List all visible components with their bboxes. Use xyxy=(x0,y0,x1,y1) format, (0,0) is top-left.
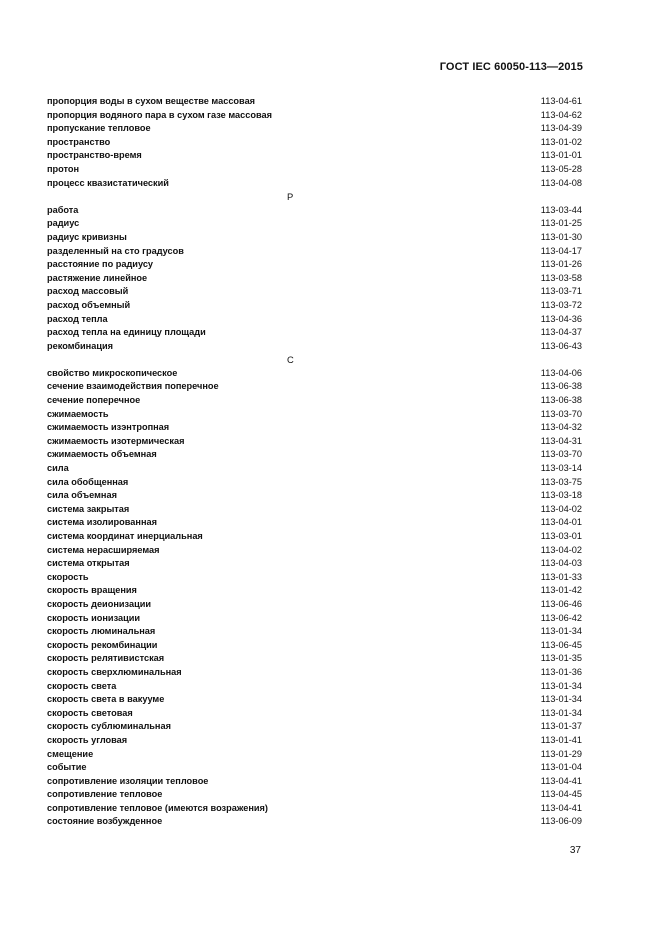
section-letter: С xyxy=(287,354,294,366)
entry-code: 113-06-42 xyxy=(540,612,582,623)
entry-term: скорость световая xyxy=(47,707,133,718)
entry-code: 113-03-44 xyxy=(540,204,582,215)
index-entry xyxy=(47,720,582,734)
entry-term: радиус кривизны xyxy=(47,231,127,242)
index-entry xyxy=(47,177,582,191)
entry-term: состояние возбужденное xyxy=(47,816,163,827)
index-entry xyxy=(47,340,582,354)
entry-term: пропорция воды в сухом веществе массовая xyxy=(47,96,256,106)
entry-code: 113-03-75 xyxy=(540,476,582,487)
index-entry xyxy=(47,313,582,327)
entry-term: расход объемный xyxy=(47,299,131,310)
index-entry xyxy=(47,462,582,476)
index-entry xyxy=(47,258,582,272)
entry-code: 113-03-70 xyxy=(540,449,582,460)
entry-term: скорость деионизации xyxy=(47,598,152,609)
entry-code: 113-04-61 xyxy=(540,96,582,106)
entry-code: 113-04-45 xyxy=(540,789,582,800)
index-entry xyxy=(47,394,582,408)
entry-term: процесс квазистатический xyxy=(47,177,169,188)
index-entry xyxy=(47,163,582,177)
entry-code: 113-04-01 xyxy=(540,517,582,528)
entry-code: 113-04-41 xyxy=(540,802,582,813)
entry-code: 113-05-28 xyxy=(540,163,582,174)
entry-code: 113-03-01 xyxy=(540,531,582,541)
entry-code: 113-04-62 xyxy=(540,109,582,120)
entry-code: 113-01-33 xyxy=(540,571,582,582)
entry-term: пропускание тепловое xyxy=(47,123,151,134)
index-entry xyxy=(47,122,582,136)
entry-term: сжимаемость изотермическая xyxy=(47,435,185,446)
entry-code: 113-04-41 xyxy=(540,775,582,786)
entry-term: пространство-время xyxy=(47,150,142,161)
entry-code: 113-04-02 xyxy=(540,544,582,555)
index-entry xyxy=(47,136,582,150)
entry-code: 113-06-38 xyxy=(540,381,582,392)
entry-term: скорость сублюминальная xyxy=(47,721,171,732)
entry-term: свойство микроскопическое xyxy=(47,367,178,378)
entry-term: событие xyxy=(47,762,87,773)
entry-term: сила объемная xyxy=(47,490,117,501)
entry-code: 113-01-37 xyxy=(540,721,582,732)
entry-code: 113-03-14 xyxy=(540,463,582,474)
index-entry xyxy=(47,707,582,721)
entry-code: 113-03-72 xyxy=(540,299,582,310)
entry-code: 113-01-35 xyxy=(540,653,582,664)
entry-code: 113-04-31 xyxy=(540,435,582,446)
index-entry xyxy=(47,639,582,653)
index-entry xyxy=(47,503,582,517)
entry-code: 113-01-36 xyxy=(540,666,582,677)
entry-term: скорость xyxy=(47,571,89,582)
entry-term: сила обобщенная xyxy=(47,476,129,487)
entry-term: скорость вращения xyxy=(47,585,137,596)
entry-term: работа xyxy=(47,204,79,215)
index-entry xyxy=(47,571,582,585)
entry-term: разделенный на сто градусов xyxy=(47,245,184,256)
entry-code: 113-01-34 xyxy=(540,707,582,718)
entry-code: 113-01-34 xyxy=(540,680,582,691)
entry-term: скорость релятивистская xyxy=(47,653,165,664)
entry-term: расход тепла xyxy=(47,313,108,324)
entry-term: смещение xyxy=(47,748,94,759)
entry-term: расход тепла на единицу площади xyxy=(47,327,206,338)
section-letter-row xyxy=(47,190,582,204)
entry-term: скорость света xyxy=(47,680,117,691)
entry-term: растяжение линейное xyxy=(47,272,148,283)
index-entry xyxy=(47,598,582,612)
entry-code: 113-01-02 xyxy=(540,136,582,147)
index-entry xyxy=(47,584,582,598)
section-letter: Р xyxy=(287,191,294,203)
index-entry xyxy=(47,612,582,626)
entry-term: пропорция водяного пара в сухом газе массовая xyxy=(47,109,272,120)
entry-term: расстояние по радиусу xyxy=(47,259,154,270)
entry-code: 113-04-02 xyxy=(540,503,582,514)
entry-code: 113-04-03 xyxy=(540,558,582,569)
index-entry xyxy=(47,815,582,829)
entry-code: 113-01-01 xyxy=(540,150,582,161)
index-entry xyxy=(47,285,582,299)
index-entry xyxy=(47,680,582,694)
index-entry xyxy=(47,693,582,707)
index-entry xyxy=(47,380,582,394)
entry-code: 113-01-34 xyxy=(540,626,582,637)
index-entry xyxy=(47,489,582,503)
entry-term: сжимаемость объемная xyxy=(47,449,157,460)
entry-term: пространство xyxy=(47,136,111,147)
entry-term: сила xyxy=(47,463,69,474)
entry-code: 113-06-45 xyxy=(540,639,582,650)
entry-term: протон xyxy=(47,163,80,174)
index-entry xyxy=(47,435,582,449)
index-entry xyxy=(47,149,582,163)
entry-code: 113-01-42 xyxy=(540,585,582,596)
index-entry xyxy=(47,625,582,639)
index-entry xyxy=(47,734,582,748)
index-entry xyxy=(47,448,582,462)
index-entry xyxy=(47,775,582,789)
index-entry xyxy=(47,326,582,340)
index-entry xyxy=(47,748,582,762)
entry-term: рекомбинация xyxy=(47,340,114,351)
index-entry xyxy=(47,516,582,530)
index-entry xyxy=(47,231,582,245)
entry-code: 113-03-71 xyxy=(540,286,582,297)
entry-code: 113-01-41 xyxy=(540,734,582,745)
index-entry xyxy=(47,421,582,435)
entry-code: 113-04-39 xyxy=(540,123,582,134)
entry-term: скорость ионизации xyxy=(47,612,141,623)
entry-code: 113-04-36 xyxy=(540,313,582,324)
entry-code: 113-01-04 xyxy=(540,762,582,773)
index-entry xyxy=(47,666,582,680)
entry-code: 113-03-18 xyxy=(540,490,582,501)
index-entry xyxy=(47,217,582,231)
entry-code: 113-04-08 xyxy=(540,177,582,188)
index-entry xyxy=(47,95,582,109)
section-letter-row xyxy=(47,353,582,367)
index-entry xyxy=(47,109,582,123)
page-number: 37 xyxy=(569,845,581,856)
entry-term: сечение поперечное xyxy=(47,395,141,406)
entry-term: скорость рекомбинации xyxy=(47,639,158,650)
entry-term: сопротивление тепловое (имеются возражения) xyxy=(47,802,268,813)
index-entry xyxy=(47,245,582,259)
entry-term: расход массовый xyxy=(47,286,129,297)
entry-term: сжимаемость изэнтропная xyxy=(47,422,170,433)
entry-code: 113-06-46 xyxy=(540,598,582,609)
entry-term: система изолированная xyxy=(47,517,157,528)
index-entry xyxy=(47,761,582,775)
entry-term: система открытая xyxy=(47,558,130,569)
entry-term: радиус xyxy=(47,218,80,229)
entry-term: система закрытая xyxy=(47,503,130,514)
entry-code: 113-01-26 xyxy=(540,259,582,270)
entry-term: сопротивление изоляции тепловое xyxy=(47,775,209,786)
index-list xyxy=(47,95,582,829)
entry-term: сжимаемость xyxy=(47,408,109,419)
entry-code: 113-06-38 xyxy=(540,395,582,406)
entry-term: скорость сверхлюминальная xyxy=(47,666,182,677)
index-entry xyxy=(47,544,582,558)
entry-code: 113-03-70 xyxy=(540,408,582,419)
index-entry xyxy=(47,476,582,490)
entry-code: 113-04-06 xyxy=(540,367,582,378)
entry-code: 113-01-29 xyxy=(540,748,582,759)
entry-term: сечение взаимодействия поперечное xyxy=(47,381,219,392)
entry-code: 113-04-17 xyxy=(540,245,582,256)
index-entry xyxy=(47,557,582,571)
entry-term: система координат инерциальная xyxy=(47,531,203,541)
entry-code: 113-06-43 xyxy=(540,340,582,351)
index-entry xyxy=(47,204,582,218)
entry-term: сопротивление тепловое xyxy=(47,789,163,800)
index-entry xyxy=(47,802,582,816)
entry-code: 113-06-09 xyxy=(540,816,582,827)
entry-code: 113-01-25 xyxy=(540,218,582,229)
index-entry xyxy=(47,272,582,286)
entry-term: система нерасширяемая xyxy=(47,544,160,555)
entry-term: скорость люминальная xyxy=(47,626,156,637)
document-header: ГОСТ IEC 60050-113—2015 xyxy=(439,61,583,73)
entry-code: 113-04-32 xyxy=(540,422,582,433)
index-entry xyxy=(47,530,582,544)
index-entry xyxy=(47,788,582,802)
entry-code: 113-03-58 xyxy=(540,272,582,283)
index-entry xyxy=(47,299,582,313)
index-entry xyxy=(47,408,582,422)
entry-term: скорость угловая xyxy=(47,734,128,745)
index-entry xyxy=(47,652,582,666)
entry-code: 113-01-30 xyxy=(540,231,582,242)
entry-code: 113-04-37 xyxy=(540,327,582,338)
entry-term: скорость света в вакууме xyxy=(47,694,165,705)
entry-code: 113-01-34 xyxy=(540,694,582,705)
index-entry xyxy=(47,367,582,381)
